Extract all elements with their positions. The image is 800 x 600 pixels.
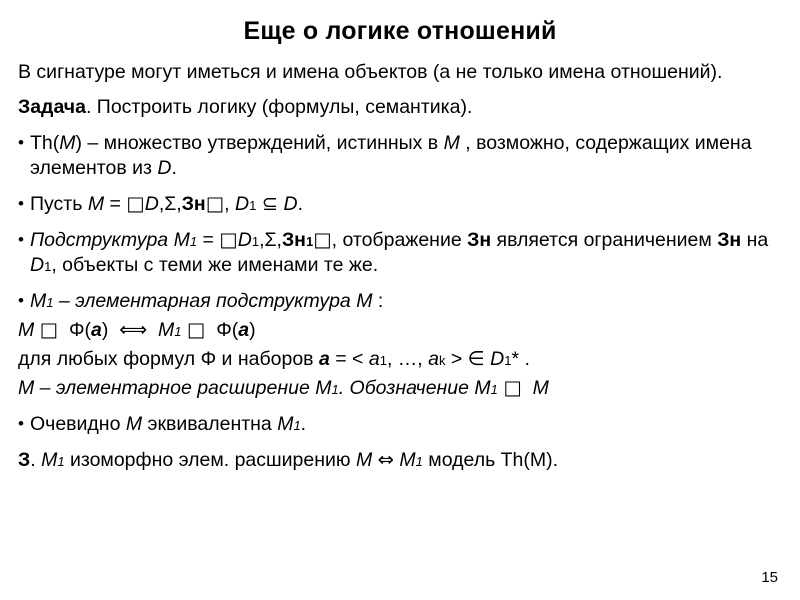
paragraph-formula: M □ Φ(a) ⟺ M1 □ Φ(a) — [18, 318, 256, 342]
paragraph-for-any: для любых формул Φ и наборов a = < a1, …, ak > ∈ D1* . — [18, 347, 530, 371]
slide-body — [18, 60, 782, 473]
page-title: Еще о логике отношений — [243, 17, 557, 45]
paragraph-task: Задача. Построить логику (формулы, семантика). — [18, 96, 473, 119]
paragraph-task-z: З. M1 изоморфно элем. расширению M ⇔ M1 модель Th(M). — [18, 447, 559, 471]
paragraph-intro: В сигнатуре могут иметься и имена объектов (а не только имена отношений). — [18, 60, 723, 83]
page-number: 15 — [761, 569, 778, 586]
paragraph-th-m: • Th(M) – множество утверждений, истинных в M , возможно, содержащих имена элементов из D. — [18, 131, 782, 181]
paragraph-substructure: • Подструктура M1 = □D1,Σ,Зн1□, отображение Зн является ограничением Зн на D1, объекты с теми же именами те же. — [18, 228, 782, 278]
paragraph-let-m: • Пусть M = □D,Σ,Зн□, D1 ⊆ D. — [18, 192, 782, 217]
paragraph-elem-ext: M – элементарное расширение M1. Обозначение M1 □ M — [18, 376, 549, 400]
paragraph-elem-sub: • M1 – элементарная подструктура M : — [18, 289, 782, 314]
paragraph-obvious: • Очевидно M эквивалентна M1. — [18, 412, 782, 437]
